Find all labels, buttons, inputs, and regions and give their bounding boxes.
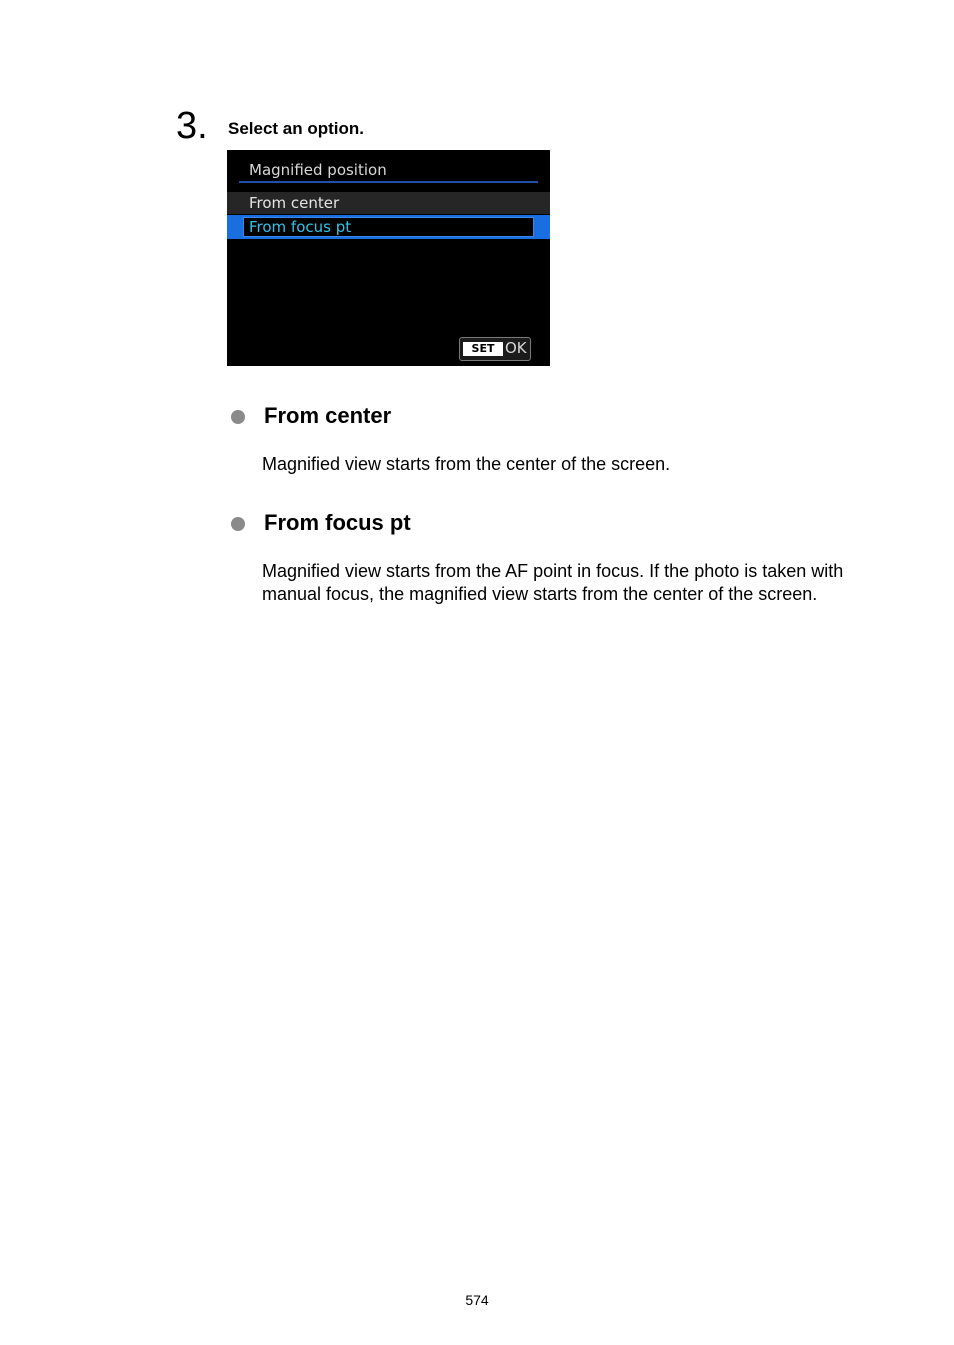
option-heading-from-center: From center <box>264 403 392 428</box>
camera-menu-screen <box>227 150 550 366</box>
camera-option-selected-frame <box>243 217 534 237</box>
step-number: 3. <box>176 105 208 147</box>
option-description-from-focus-pt: Magnified view starts from the AF point in focus. If the photo is taken with manual focus, the magnified view starts from the center of the screen. <box>262 561 844 604</box>
camera-option-label: From focus pt <box>249 218 352 236</box>
camera-menu-title: Magnified position <box>249 161 387 179</box>
camera-option-from-center[interactable] <box>227 192 550 214</box>
page-number: 574 <box>465 1292 489 1308</box>
ok-label: OK <box>505 339 527 357</box>
camera-option-label: From center <box>249 194 340 212</box>
bullet-icon <box>231 410 245 424</box>
set-button-icon: SET <box>463 342 503 356</box>
camera-menu-title-divider <box>239 181 538 183</box>
camera-option-from-focus-pt[interactable] <box>227 215 550 239</box>
option-description-from-center: Magnified view starts from the center of the screen. <box>262 454 671 474</box>
step-title: Select an option. <box>228 119 365 138</box>
bullet-icon <box>231 517 245 531</box>
option-heading-from-focus-pt: From focus pt <box>264 510 411 535</box>
set-ok-button[interactable] <box>459 337 531 361</box>
